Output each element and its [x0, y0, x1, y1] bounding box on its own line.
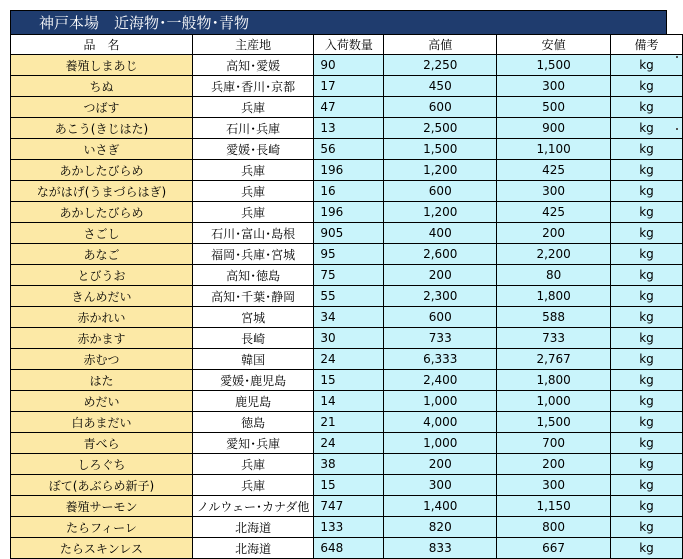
cell-low-price: 200 [497, 223, 611, 244]
cell-origin: 高知･千葉･静岡 [192, 286, 313, 307]
price-table [10, 34, 683, 559]
cell-quantity: 47 [314, 97, 384, 118]
cell-low-price: 733 [497, 328, 611, 349]
cell-quantity: 15 [314, 475, 384, 496]
cell-high-price: 820 [384, 517, 497, 538]
cell-high-price: 200 [384, 265, 497, 286]
cell-quantity: 17 [314, 76, 384, 97]
cell-name: いさぎ [11, 139, 193, 160]
cell-quantity: 196 [314, 202, 384, 223]
cell-note: kg [611, 202, 683, 223]
cell-quantity: 24 [314, 349, 384, 370]
cell-high-price: 6,333 [384, 349, 497, 370]
table-row [11, 328, 683, 349]
cell-quantity: 16 [314, 181, 384, 202]
cell-low-price: 300 [497, 76, 611, 97]
cell-low-price: 1,500 [497, 412, 611, 433]
cell-origin: 石川･富山･島根 [192, 223, 313, 244]
header-origin: 主産地 [192, 35, 313, 55]
cell-origin: ノルウェー･カナダ他 [192, 496, 313, 517]
cell-note: kg [611, 55, 683, 76]
cell-note: kg [611, 97, 683, 118]
cell-note: kg [611, 307, 683, 328]
table-row [11, 265, 683, 286]
table-row [11, 433, 683, 454]
cell-origin: 鹿児島 [192, 391, 313, 412]
cell-origin: 高知･徳島 [192, 265, 313, 286]
cell-origin: 石川･兵庫 [192, 118, 313, 139]
cell-quantity: 15 [314, 370, 384, 391]
cell-origin: 宮城 [192, 307, 313, 328]
cell-low-price: 700 [497, 433, 611, 454]
table-row [11, 118, 683, 139]
cell-note: kg [611, 181, 683, 202]
cell-origin: 兵庫 [192, 202, 313, 223]
cell-origin: 兵庫 [192, 160, 313, 181]
cell-high-price: 600 [384, 181, 497, 202]
cell-quantity: 90 [314, 55, 384, 76]
table-row [11, 307, 683, 328]
cell-quantity: 30 [314, 328, 384, 349]
table-row [11, 496, 683, 517]
cell-high-price: 833 [384, 538, 497, 559]
cell-low-price: 588 [497, 307, 611, 328]
cell-note: kg [611, 433, 683, 454]
cell-origin: 北海道 [192, 538, 313, 559]
cell-name: あかしたびらめ [11, 202, 193, 223]
cell-origin: 兵庫 [192, 97, 313, 118]
cell-low-price: 900 [497, 118, 611, 139]
cell-high-price: 450 [384, 76, 497, 97]
cell-origin: 兵庫 [192, 181, 313, 202]
cell-note: kg [611, 118, 683, 139]
cell-low-price: 1,100 [497, 139, 611, 160]
header-row [11, 35, 683, 55]
cell-name: 青べら [11, 433, 193, 454]
cell-origin: 兵庫･香川･京都 [192, 76, 313, 97]
cell-origin: 愛媛･長崎 [192, 139, 313, 160]
table-row [11, 244, 683, 265]
cell-name: ぼて(あぶらめ新子) [11, 475, 193, 496]
cell-low-price: 2,200 [497, 244, 611, 265]
cell-note: kg [611, 265, 683, 286]
cell-high-price: 1,200 [384, 202, 497, 223]
cell-note: kg [611, 454, 683, 475]
table-row [11, 97, 683, 118]
cell-high-price: 2,500 [384, 118, 497, 139]
cell-name: あこう(きじはた) [11, 118, 193, 139]
cell-high-price: 2,300 [384, 286, 497, 307]
cell-quantity: 14 [314, 391, 384, 412]
table-row [11, 454, 683, 475]
cell-note: kg [611, 538, 683, 559]
cell-name: たらスキンレス [11, 538, 193, 559]
cell-name: あなご [11, 244, 193, 265]
cell-name: あかしたびらめ [11, 160, 193, 181]
cell-name: ながはげ(うまづらはぎ) [11, 181, 193, 202]
table-row [11, 139, 683, 160]
cell-high-price: 300 [384, 475, 497, 496]
cell-low-price: 80 [497, 265, 611, 286]
cell-origin: 徳島 [192, 412, 313, 433]
cell-note: kg [611, 223, 683, 244]
cell-name: 白あまだい [11, 412, 193, 433]
sheet-title: 神戸本場 近海物･一般物･青物 [10, 10, 667, 34]
cell-note: kg [611, 391, 683, 412]
cell-high-price: 2,250 [384, 55, 497, 76]
cell-quantity: 13 [314, 118, 384, 139]
cell-origin: 高知･愛媛 [192, 55, 313, 76]
cell-high-price: 2,400 [384, 370, 497, 391]
table-row [11, 160, 683, 181]
cell-quantity: 196 [314, 160, 384, 181]
table-row [11, 286, 683, 307]
cell-note: kg [611, 517, 683, 538]
cell-low-price: 800 [497, 517, 611, 538]
table-row [11, 76, 683, 97]
cell-name: たらフィーレ [11, 517, 193, 538]
table-row [11, 349, 683, 370]
cell-quantity: 648 [314, 538, 384, 559]
cell-quantity: 905 [314, 223, 384, 244]
cell-high-price: 733 [384, 328, 497, 349]
table-row [11, 223, 683, 244]
cell-high-price: 1,400 [384, 496, 497, 517]
cell-high-price: 200 [384, 454, 497, 475]
cell-quantity: 21 [314, 412, 384, 433]
cell-name: めだい [11, 391, 193, 412]
cell-name: しろぐち [11, 454, 193, 475]
cell-origin: 韓国 [192, 349, 313, 370]
cell-name: はた [11, 370, 193, 391]
cell-quantity: 38 [314, 454, 384, 475]
cell-name: ちぬ [11, 76, 193, 97]
cell-name: 養殖サーモン [11, 496, 193, 517]
cell-origin: 兵庫 [192, 475, 313, 496]
cell-quantity: 55 [314, 286, 384, 307]
cell-name: 赤むつ [11, 349, 193, 370]
cell-note: kg [611, 244, 683, 265]
table-row [11, 202, 683, 223]
cell-origin: 北海道 [192, 517, 313, 538]
cell-note: kg [611, 160, 683, 181]
cell-high-price: 1,200 [384, 160, 497, 181]
cell-quantity: 95 [314, 244, 384, 265]
cell-high-price: 1,000 [384, 391, 497, 412]
cell-origin: 福岡･兵庫･宮城 [192, 244, 313, 265]
cell-quantity: 24 [314, 433, 384, 454]
table-row [11, 412, 683, 433]
cell-low-price: 1,800 [497, 286, 611, 307]
table-row [11, 475, 683, 496]
cell-name: つばす [11, 97, 193, 118]
cell-high-price: 1,500 [384, 139, 497, 160]
cell-quantity: 747 [314, 496, 384, 517]
table-row [11, 538, 683, 559]
cell-quantity: 75 [314, 265, 384, 286]
cell-note: kg [611, 496, 683, 517]
cell-origin: 愛知･兵庫 [192, 433, 313, 454]
cell-quantity: 133 [314, 517, 384, 538]
cell-high-price: 600 [384, 307, 497, 328]
cell-origin: 長崎 [192, 328, 313, 349]
cell-low-price: 1,150 [497, 496, 611, 517]
cell-note: kg [611, 349, 683, 370]
cell-origin: 愛媛･鹿児島 [192, 370, 313, 391]
header-low-price: 安値 [497, 35, 611, 55]
cell-low-price: 425 [497, 160, 611, 181]
cell-note: kg [611, 76, 683, 97]
cell-high-price: 600 [384, 97, 497, 118]
cell-low-price: 500 [497, 97, 611, 118]
cell-name: 赤かれい [11, 307, 193, 328]
cell-low-price: 2,767 [497, 349, 611, 370]
header-quantity: 入荷数量 [314, 35, 384, 55]
cell-note: kg [611, 412, 683, 433]
market-price-sheet [10, 10, 683, 559]
cell-low-price: 200 [497, 454, 611, 475]
table-row [11, 181, 683, 202]
cell-low-price: 1,500 [497, 55, 611, 76]
margin-mark [676, 128, 678, 130]
cell-high-price: 1,000 [384, 433, 497, 454]
cell-high-price: 2,600 [384, 244, 497, 265]
cell-name: 養殖しまあじ [11, 55, 193, 76]
cell-name: とびうお [11, 265, 193, 286]
cell-note: kg [611, 139, 683, 160]
header-high-price: 高値 [384, 35, 497, 55]
cell-low-price: 300 [497, 181, 611, 202]
cell-high-price: 4,000 [384, 412, 497, 433]
cell-low-price: 425 [497, 202, 611, 223]
cell-note: kg [611, 328, 683, 349]
cell-low-price: 300 [497, 475, 611, 496]
table-row [11, 517, 683, 538]
cell-quantity: 56 [314, 139, 384, 160]
cell-low-price: 1,000 [497, 391, 611, 412]
cell-note: kg [611, 370, 683, 391]
cell-high-price: 400 [384, 223, 497, 244]
cell-low-price: 1,800 [497, 370, 611, 391]
table-row [11, 391, 683, 412]
table-row [11, 370, 683, 391]
header-name: 品 名 [11, 35, 193, 55]
cell-name: さごし [11, 223, 193, 244]
cell-note: kg [611, 286, 683, 307]
cell-note: kg [611, 475, 683, 496]
header-note: 備考 [611, 35, 683, 55]
cell-low-price: 667 [497, 538, 611, 559]
margin-mark [676, 56, 678, 58]
cell-name: きんめだい [11, 286, 193, 307]
cell-name: 赤かます [11, 328, 193, 349]
cell-quantity: 34 [314, 307, 384, 328]
cell-origin: 兵庫 [192, 454, 313, 475]
table-row [11, 55, 683, 76]
